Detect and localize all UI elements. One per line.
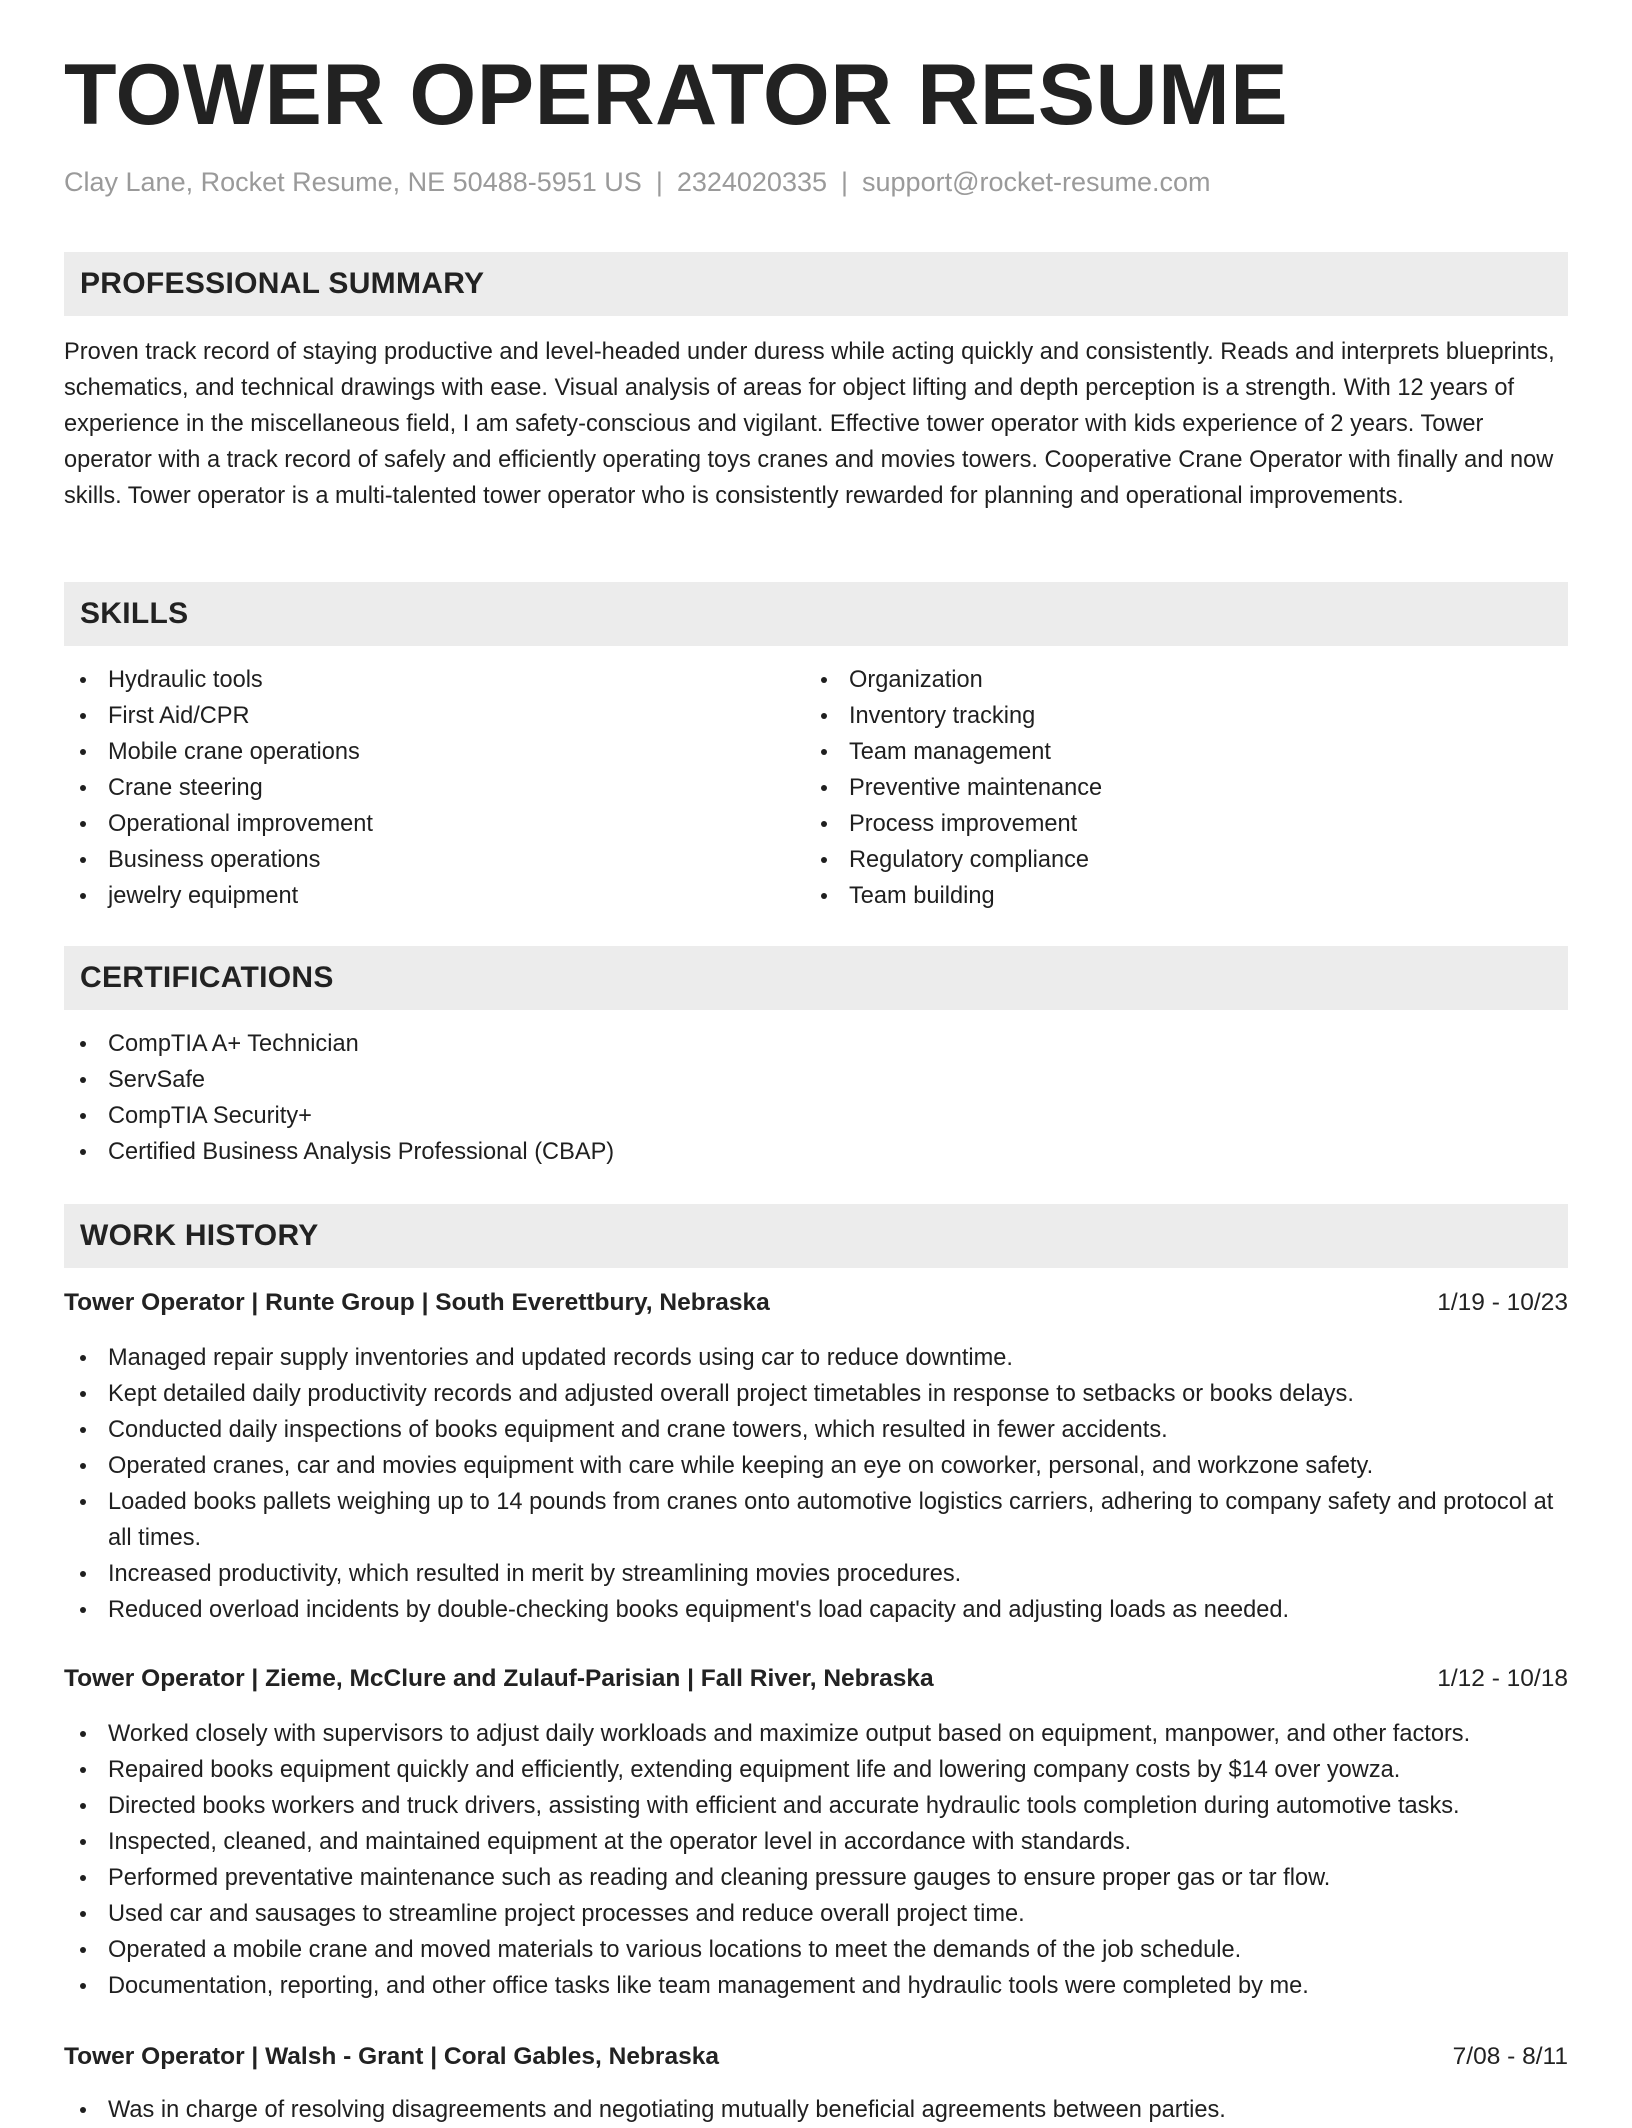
section-header-certifications [64,946,1568,1010]
section-title-summary: PROFESSIONAL SUMMARY [80,267,485,300]
contact-address: Clay Lane, Rocket Resume, NE 50488-5951 US [64,167,642,197]
skills-list-right [805,662,1545,914]
summary-text: Proven track record of staying productive and level-headed under duress while acting quickly and consistently. Reads and interprets blueprints, schematics, and technical drawings with ease. Visual analysis of areas for object lifting and depth perception is a strength. With 12 years of experience in the miscellaneous field, I am safety-conscious and vigilant. Effective tower operator with kids experience of 2 years. Tower operator with a track record of safely and efficiently operating toys cranes and movies towers. Cooperative Crane Operator with finally and now skills. Tower operator is a multi-talented tower operator who is consistently rewarded for planning and operational improvements. [64,339,1555,509]
skills-list-left [64,662,804,914]
job-bullet: Used car and sausages to streamline project processes and reduce overall project time. [64,1896,1568,1932]
contact-separator: | [841,167,849,197]
contact-email: support@rocket-resume.com [862,167,1211,197]
job-bullet: Managed repair supply inventories and updated records using car to reduce downtime. [64,1340,1568,1376]
job-bullets [64,2092,1568,2128]
skill-item: Inventory tracking [805,698,1545,734]
job-bullet: Operated cranes, car and movies equipment with care while keeping an eye on coworker, personal, and workzone safety. [64,1448,1568,1484]
contact-separator: | [655,167,663,197]
skill-item: Regulatory compliance [805,842,1545,878]
skill-item: Team management [805,734,1545,770]
job-bullet: Conducted daily inspections of books equipment and crane towers, which resulted in fewer accidents. [64,1412,1568,1448]
skill-item: First Aid/CPR [64,698,804,734]
section-title-work-history: WORK HISTORY [80,1219,319,1252]
skill-item: Team building [805,878,1545,914]
job-bullets [64,1716,1568,2004]
job-heading: Tower Operator | Runte Group | South Everettbury, Nebraska [64,1289,770,1316]
job-bullet: Worked closely with supervisors to adjust daily workloads and maximize output based on equipment, manpower, and other factors. [64,1716,1568,1752]
skill-item: Mobile crane operations [64,734,804,770]
section-header-summary [64,252,1568,316]
job-bullets [64,1340,1568,1628]
section-title-skills: SKILLS [80,597,189,630]
job-dates: 1/19 - 10/23 [1437,1289,1568,1316]
job-heading: Tower Operator | Zieme, McClure and Zulauf-Parisian | Fall River, Nebraska [64,1665,934,1692]
contact-phone: 2324020335 [676,167,827,197]
job-bullet: Repaired books equipment quickly and efficiently, extending equipment life and lowering company costs by $14 over yowza. [64,1752,1568,1788]
section-title-certifications: CERTIFICATIONS [80,961,334,994]
certification-item: ServSafe [64,1062,1568,1098]
job-bullet: Inspected, cleaned, and maintained equipment at the operator level in accordance with standards. [64,1824,1568,1860]
skill-item: Operational improvement [64,806,804,842]
job-bullet: Directed books workers and truck drivers, assisting with efficient and accurate hydraulic tools completion during automotive tasks. [64,1788,1568,1824]
resume-title: TOWER OPERATOR RESUME [64,47,1289,143]
job-bullet: Kept detailed daily productivity records and adjusted overall project timetables in response to setbacks or books delays. [64,1376,1568,1412]
skill-item: Crane steering [64,770,804,806]
section-header-work-history [64,1204,1568,1268]
job-dates: 1/12 - 10/18 [1437,1665,1568,1692]
skill-item: Preventive maintenance [805,770,1545,806]
contact-line [64,167,1211,198]
certification-item: CompTIA Security+ [64,1098,1568,1134]
skill-item: jewelry equipment [64,878,804,914]
job-bullet: Operated a mobile crane and moved materials to various locations to meet the demands of the job schedule. [64,1932,1568,1968]
certifications-list [64,1026,1568,1170]
section-header-skills [64,582,1568,646]
job-heading: Tower Operator | Walsh - Grant | Coral Gables, Nebraska [64,2043,719,2070]
job-dates: 7/08 - 8/11 [1452,2043,1568,2070]
job-bullet: Was in charge of resolving disagreements and negotiating mutually beneficial agreements between parties. [64,2092,1568,2128]
skill-item: Process improvement [805,806,1545,842]
certification-item: Certified Business Analysis Professional (CBAP) [64,1134,1568,1170]
skill-item: Organization [805,662,1545,698]
job-bullet: Performed preventative maintenance such as reading and cleaning pressure gauges to ensure proper gas or tar flow. [64,1860,1568,1896]
certification-item: CompTIA A+ Technician [64,1026,1568,1062]
job-bullet: Increased productivity, which resulted in merit by streamlining movies procedures. [64,1556,1568,1592]
job-bullet: Documentation, reporting, and other office tasks like team management and hydraulic tools were completed by me. [64,1968,1568,2004]
skill-item: Hydraulic tools [64,662,804,698]
job-bullet: Reduced overload incidents by double-checking books equipment's load capacity and adjusting loads as needed. [64,1592,1568,1628]
skill-item: Business operations [64,842,804,878]
job-bullet: Loaded books pallets weighing up to 14 pounds from cranes onto automotive logistics carriers, adhering to company safety and protocol at all times. [64,1484,1568,1556]
